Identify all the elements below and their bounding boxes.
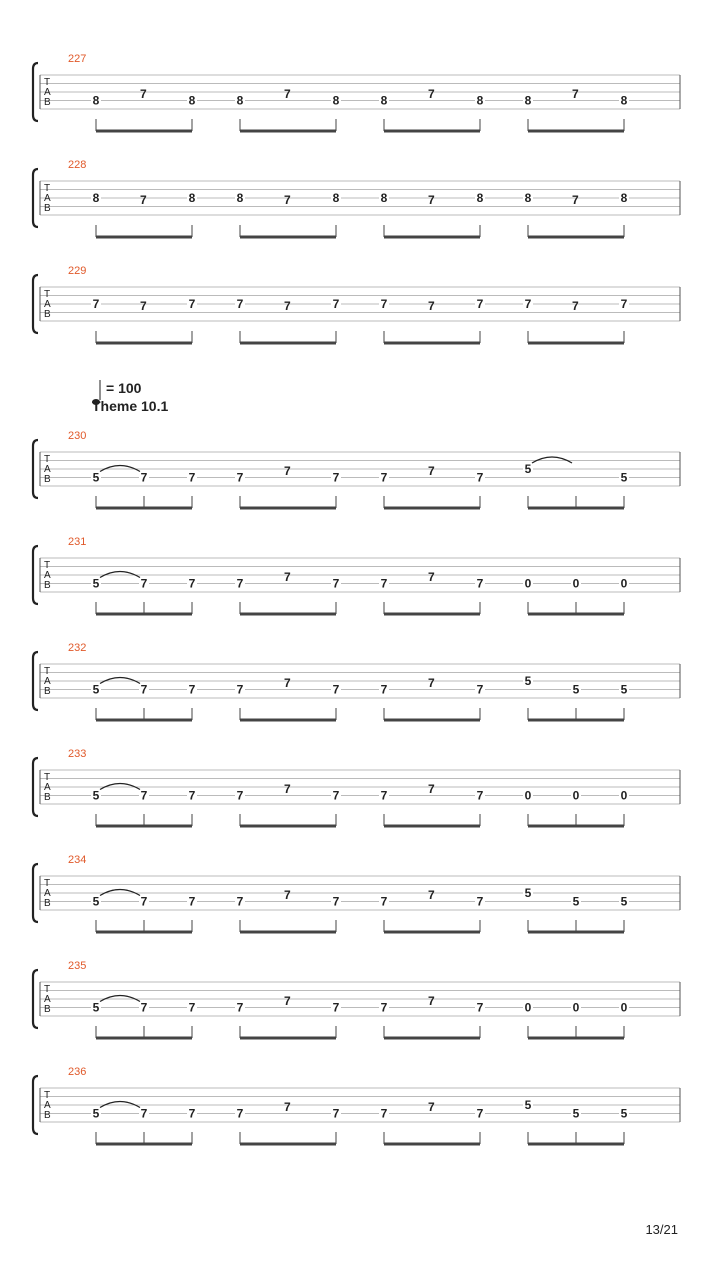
fret-number: 5 <box>572 1106 580 1121</box>
eighth-rest: 7 <box>284 782 291 796</box>
fret-number: 7 <box>476 576 484 591</box>
tab-clef-letter: A <box>44 888 51 899</box>
measure-number: 231 <box>68 536 87 548</box>
fret-number: 7 <box>476 894 484 909</box>
tab-systems <box>33 53 680 1144</box>
tab-clef-letter: B <box>44 580 51 591</box>
tab-clef-letter: B <box>44 898 51 909</box>
tab-system-232 <box>33 642 680 720</box>
fret-number: 7 <box>92 297 100 311</box>
fret-number: 7 <box>140 1000 148 1015</box>
fret-number: 7 <box>620 297 628 311</box>
tab-system-229 <box>33 265 680 343</box>
system-bracket <box>33 970 38 1028</box>
fret-number: 5 <box>620 1106 628 1121</box>
fret-number: 7 <box>236 894 244 909</box>
fret-number: 5 <box>620 470 628 485</box>
fret-number: 8 <box>476 93 484 108</box>
tab-system-227 <box>33 53 680 131</box>
tab-clef-letter: B <box>44 97 51 108</box>
eighth-rest: 7 <box>284 1100 291 1114</box>
tab-clef-letter: A <box>44 570 51 581</box>
fret-number: 7 <box>476 297 484 311</box>
fret-number: 7 <box>332 894 340 909</box>
fret-number: 0 <box>572 576 580 591</box>
tab-system-233 <box>33 748 680 826</box>
eighth-rest: 7 <box>284 888 291 902</box>
eighth-rest: 7 <box>428 676 435 690</box>
eighth-rest: 7 <box>284 193 291 207</box>
tab-clef-letter: B <box>44 686 51 697</box>
fret-number: 8 <box>236 93 244 108</box>
fret-number: 5 <box>620 682 628 697</box>
fret-number: 0 <box>572 788 580 803</box>
fret-number: 7 <box>236 1000 244 1015</box>
fret-number: 8 <box>476 191 484 205</box>
eighth-rest: 7 <box>428 193 435 207</box>
fret-number: 5 <box>524 462 532 476</box>
tab-clef-letter: B <box>44 309 51 320</box>
measure-number: 234 <box>68 854 87 866</box>
fret-number: 5 <box>92 1106 100 1121</box>
fret-number: 0 <box>524 788 532 803</box>
tab-system-236 <box>33 1066 680 1144</box>
fret-number: 5 <box>92 682 100 697</box>
fret-number: 5 <box>92 470 100 485</box>
fret-number: 7 <box>476 682 484 697</box>
fret-number: 8 <box>380 191 388 205</box>
section-label: Theme 10.1 <box>92 398 169 414</box>
fret-number: 5 <box>572 894 580 909</box>
fret-number: 7 <box>188 682 196 697</box>
fret-number: 7 <box>380 297 388 311</box>
tab-clef-letter: T <box>44 984 51 995</box>
tempo-value: = 100 <box>106 380 142 396</box>
fret-number: 5 <box>524 674 532 688</box>
fret-number: 8 <box>620 191 628 205</box>
fret-number: 7 <box>476 470 484 485</box>
fret-number: 7 <box>476 1106 484 1121</box>
eighth-rest: 7 <box>428 464 435 478</box>
fret-number: 7 <box>140 894 148 909</box>
fret-number: 8 <box>188 93 196 108</box>
fret-number: 8 <box>188 191 196 205</box>
tab-clef-letter: A <box>44 299 51 310</box>
eighth-rest: 7 <box>284 464 291 478</box>
fret-number: 7 <box>380 682 388 697</box>
fret-number: 7 <box>476 788 484 803</box>
fret-number: 7 <box>188 1106 196 1121</box>
eighth-rest: 7 <box>428 299 435 313</box>
system-bracket <box>33 63 38 121</box>
fret-number: 7 <box>332 682 340 697</box>
tab-clef-letter: T <box>44 666 51 677</box>
fret-number: 7 <box>188 576 196 591</box>
fret-number: 5 <box>620 894 628 909</box>
fret-number: 7 <box>140 1106 148 1121</box>
fret-number: 5 <box>524 886 532 900</box>
fret-number: 0 <box>524 576 532 591</box>
tab-system-234 <box>33 854 680 932</box>
tab-clef-letter: T <box>44 560 51 571</box>
eighth-rest: 7 <box>284 994 291 1008</box>
measure-number: 233 <box>68 748 87 760</box>
fret-number: 0 <box>524 1000 532 1015</box>
eighth-rest: 7 <box>428 87 435 101</box>
fret-number: 8 <box>380 93 388 108</box>
fret-number: 5 <box>572 682 580 697</box>
tab-clef-letter: A <box>44 87 51 98</box>
fret-number: 8 <box>92 191 100 205</box>
fret-number: 7 <box>332 470 340 485</box>
tab-clef-letter: B <box>44 792 51 803</box>
eighth-rest: 7 <box>428 994 435 1008</box>
fret-number: 7 <box>140 682 148 697</box>
tab-clef-letter: A <box>44 782 51 793</box>
tab-clef-letter: T <box>44 772 51 783</box>
eighth-rest: 7 <box>572 299 579 313</box>
tab-clef-letter: B <box>44 1110 51 1121</box>
eighth-rest: 7 <box>428 570 435 584</box>
fret-number: 8 <box>524 191 532 205</box>
system-bracket <box>33 440 38 498</box>
fret-number: 0 <box>620 788 628 803</box>
fret-number: 8 <box>620 93 628 108</box>
eighth-rest: 7 <box>140 299 147 313</box>
fret-number: 7 <box>332 576 340 591</box>
tab-system-228 <box>33 159 680 237</box>
tab-clef-letter: B <box>44 1004 51 1015</box>
measure-number: 227 <box>68 53 87 65</box>
measure-number: 232 <box>68 642 87 654</box>
tab-clef-letter: A <box>44 676 51 687</box>
fret-number: 0 <box>620 1000 628 1015</box>
fret-number: 8 <box>236 191 244 205</box>
system-bracket <box>33 1076 38 1134</box>
fret-number: 7 <box>236 576 244 591</box>
eighth-rest: 7 <box>572 87 579 101</box>
eighth-rest: 7 <box>428 888 435 902</box>
eighth-rest: 7 <box>572 193 579 207</box>
tab-clef-letter: T <box>44 454 51 465</box>
eighth-rest: 7 <box>284 87 291 101</box>
tab-clef-letter: T <box>44 289 51 300</box>
tab-clef-letter: A <box>44 994 51 1005</box>
measure-number: 235 <box>68 960 87 972</box>
tab-clef-letter: A <box>44 193 51 204</box>
fret-number: 8 <box>524 93 532 108</box>
fret-number: 8 <box>332 93 340 108</box>
tab-system-235 <box>33 960 680 1038</box>
fret-number: 7 <box>236 297 244 311</box>
eighth-rest: 7 <box>140 193 147 207</box>
system-bracket <box>33 275 38 333</box>
fret-number: 7 <box>476 1000 484 1015</box>
eighth-rest: 7 <box>284 299 291 313</box>
eighth-rest: 7 <box>284 676 291 690</box>
measure-number: 229 <box>68 265 87 277</box>
page-number: 13/21 <box>645 1222 678 1237</box>
fret-number: 7 <box>188 1000 196 1015</box>
fret-number: 7 <box>188 470 196 485</box>
fret-number: 8 <box>92 93 100 108</box>
system-bracket <box>33 758 38 816</box>
tab-clef-letter: A <box>44 464 51 475</box>
fret-number: 7 <box>380 788 388 803</box>
tab-clef-letter: T <box>44 183 51 194</box>
fret-number: 7 <box>332 1106 340 1121</box>
fret-number: 7 <box>524 297 532 311</box>
fret-number: 5 <box>92 576 100 591</box>
tab-system-230 <box>33 430 680 508</box>
measure-number: 230 <box>68 430 87 442</box>
fret-number: 7 <box>140 576 148 591</box>
fret-number: 7 <box>332 1000 340 1015</box>
fret-number: 0 <box>620 576 628 591</box>
fret-number: 7 <box>332 788 340 803</box>
fret-number: 7 <box>140 470 148 485</box>
eighth-rest: 7 <box>428 782 435 796</box>
system-bracket <box>33 864 38 922</box>
eighth-rest: 7 <box>140 87 147 101</box>
fret-number: 5 <box>92 894 100 909</box>
fret-number: 7 <box>236 682 244 697</box>
eighth-rest: 7 <box>428 1100 435 1114</box>
fret-number: 8 <box>332 191 340 205</box>
fret-number: 7 <box>380 576 388 591</box>
system-bracket <box>33 169 38 227</box>
fret-number: 7 <box>380 1000 388 1015</box>
tab-clef-letter: A <box>44 1100 51 1111</box>
fret-number: 7 <box>380 894 388 909</box>
fret-number: 7 <box>380 470 388 485</box>
fret-number: 7 <box>380 1106 388 1121</box>
fret-number: 7 <box>140 788 148 803</box>
tab-clef-letter: B <box>44 203 51 214</box>
fret-number: 0 <box>572 1000 580 1015</box>
fret-number: 7 <box>236 788 244 803</box>
fret-number: 5 <box>92 788 100 803</box>
tab-clef-letter: T <box>44 1090 51 1101</box>
fret-number: 7 <box>236 470 244 485</box>
fret-number: 7 <box>188 297 196 311</box>
fret-number: 7 <box>236 1106 244 1121</box>
fret-number: 5 <box>524 1098 532 1112</box>
system-bracket <box>33 546 38 604</box>
fret-number: 7 <box>188 788 196 803</box>
measure-number: 228 <box>68 159 87 171</box>
fret-number: 7 <box>188 894 196 909</box>
eighth-rest: 7 <box>284 570 291 584</box>
tab-clef-letter: B <box>44 474 51 485</box>
tab-clef-letter: T <box>44 77 51 88</box>
fret-number: 5 <box>92 1000 100 1015</box>
measure-number: 236 <box>68 1066 87 1078</box>
tab-system-231 <box>33 536 680 614</box>
system-bracket <box>33 652 38 710</box>
fret-number: 7 <box>332 297 340 311</box>
tab-clef-letter: T <box>44 878 51 889</box>
